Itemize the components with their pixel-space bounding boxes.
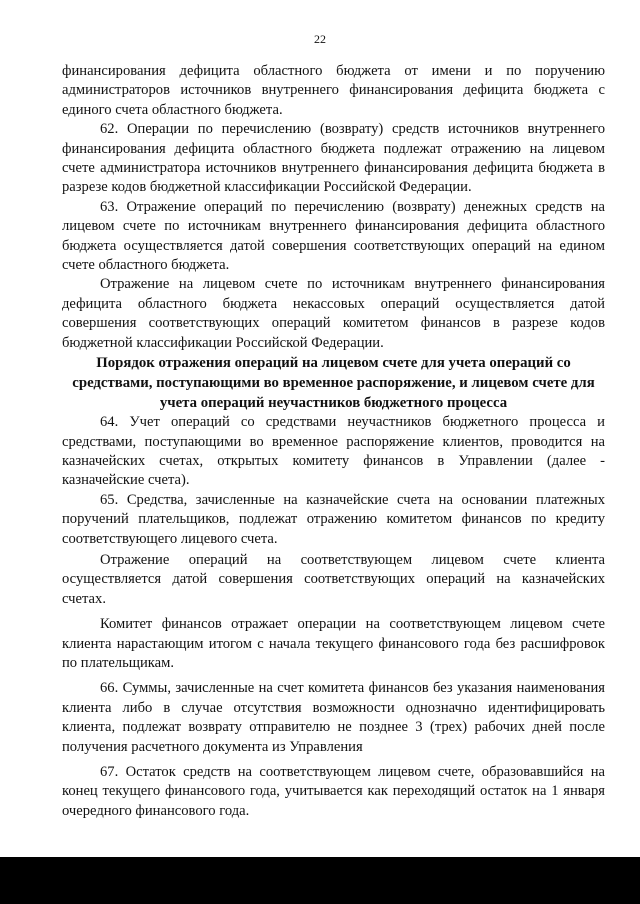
paragraph-65-committee: Комитет финансов отражает операции на соответствующем лицевом счете клиента нарастающим итогом с начала текущего финансового года без расшифровок по плательщикам. — [62, 616, 605, 671]
paragraph-64: 64. Учет операций со средствами неучастников бюджетного процесса и средствами, поступающими во временное распоряжение клиентов, проводится на казначейских счетах, открытых комитету финансов в Управлении (далее - казначейские счета). — [62, 414, 605, 489]
paragraph-62: 62. Операции по перечислению (возврату) средств источников внутреннего финансирования дефицита областного бюджета подлежат отражению на лицевом счете администратора источников внутреннего финансирования дефицита бюджета в разрезе кодов бюджетной классификации Российской Федерации. — [62, 121, 605, 196]
paragraph-66: 66. Суммы, зачисленные на счет комитета финансов без указания наименования клиента либо в случае отсутствия возможности однозначно идентифицировать клиента, подлежат возврату отправителю не позднее 3 (трех) рабочих дней после получения расчетного документа из Управления — [62, 680, 605, 755]
document-body — [62, 62, 605, 821]
paragraph-67: 67. Остаток средств на соответствующем лицевом счете, образовавшийся на конец текущего финансового года, учитывается как переходящий остаток на 1 января очередного финансового года. — [62, 764, 605, 819]
paragraph-63: 63. Отражение операций по перечислению (возврату) денежных средств на лицевом счете по источникам внутреннего финансирования дефицита областного бюджета осуществляется датой совершения соответствующих операций на едином счете областного бюджета. — [62, 198, 605, 274]
paragraph-65-reflection: Отражение операций на соответствующем лицевом счете клиента осуществляется датой совершения соответствующих операций на казначейских счетах. — [62, 551, 605, 607]
section-heading: Порядок отражения операций на лицевом счете для учета операций со средствами, поступающими во временное распоряжение, и лицевом счете для учета операций неучастников бюджетного процесса — [72, 355, 595, 412]
scan-footer-bar — [0, 857, 640, 904]
paragraph-continuation: финансирования дефицита областного бюджета от имени и по поручению администраторов источников внутреннего финансирования дефицита бюджета с единого счета областного бюджета. — [62, 63, 605, 118]
page-number: 22 — [314, 32, 326, 46]
paragraph-63-note: Отражение на лицевом счете по источникам внутреннего финансирования дефицита областного бюджета некассовых операций осуществляется датой совершения соответствующих операций комитетом финансов в разрезе кодов бюджетной классификации Российской Федерации. — [62, 276, 605, 351]
paragraph-65: 65. Средства, зачисленные на казначейские счета на основании платежных поручений плательщиков, подлежат отражению комитетом финансов по кредиту соответствующего лицевого счета. — [62, 491, 605, 547]
